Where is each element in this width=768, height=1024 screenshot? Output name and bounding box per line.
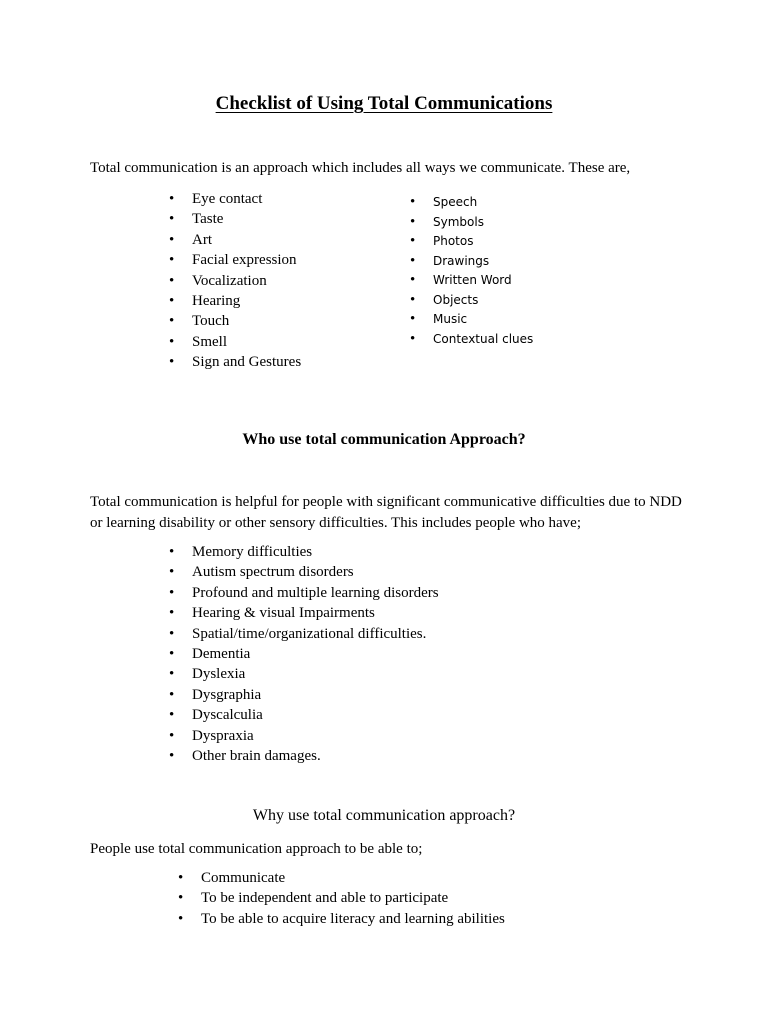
- list-item-text: Hearing: [192, 293, 241, 310]
- list-item-text: To be independent and able to participate: [201, 890, 449, 907]
- list-item-text: Symbols: [433, 214, 484, 229]
- list-item-text: Objects: [433, 292, 479, 307]
- intro-paragraph: Total communication is an approach which includes all ways we communicate. These are,: [90, 160, 631, 176]
- bullet-icon: •: [169, 584, 175, 601]
- bullet-icon: •: [169, 666, 175, 683]
- list-item-text: Spatial/time/organizational difficulties.: [192, 625, 427, 642]
- list-item: [410, 330, 533, 350]
- list-item-text: Dyspraxia: [192, 727, 254, 744]
- list-item: [169, 189, 301, 209]
- bullet-icon: •: [169, 646, 175, 663]
- bullet-icon: •: [169, 748, 175, 765]
- list-item-text: Written Word: [433, 273, 512, 287]
- list-item: [169, 664, 439, 684]
- list-item: [410, 291, 533, 311]
- bullet-icon: •: [169, 707, 175, 724]
- bullet-icon: •: [169, 544, 175, 560]
- list-item-text: Communicate: [201, 870, 286, 886]
- list-item: [169, 291, 301, 311]
- list-item: [169, 583, 439, 603]
- list-item: [169, 726, 439, 746]
- list-item: [169, 209, 301, 229]
- list-item: [410, 232, 533, 252]
- bullet-icon: •: [169, 191, 175, 207]
- list-item: [410, 213, 533, 233]
- page-title: Checklist of Using Total Communications: [215, 93, 553, 114]
- bullet-icon: •: [410, 330, 416, 347]
- bullet-icon: •: [410, 311, 416, 327]
- bullet-icon: •: [169, 605, 175, 622]
- list-item: [169, 746, 439, 766]
- bullet-icon: •: [169, 313, 175, 330]
- list-item: [410, 310, 533, 330]
- list-item: [410, 193, 533, 213]
- list-item: [169, 311, 301, 331]
- list-item: [178, 909, 505, 929]
- why-list: [178, 868, 505, 929]
- bullet-icon: •: [169, 625, 175, 642]
- list-item-text: Other brain damages.: [192, 748, 321, 765]
- list-item-text: Hearing & visual Impairments: [192, 605, 375, 622]
- why-paragraph: People use total communication approach to be able to;: [90, 841, 423, 857]
- list-item: [410, 252, 533, 272]
- bullet-icon: •: [169, 564, 175, 581]
- list-item-text: Dementia: [192, 646, 251, 663]
- list-item: [169, 271, 301, 291]
- list-item-text: Dyslexia: [192, 666, 246, 683]
- list-item-text: Smell: [192, 333, 228, 350]
- why-heading: Why use total communication approach?: [252, 807, 516, 824]
- bullet-icon: •: [410, 272, 416, 288]
- list-item: [169, 705, 439, 725]
- bullet-icon: •: [169, 727, 175, 744]
- bullet-icon: •: [169, 333, 175, 350]
- who-paragraph: Total communication is helpful for people with significant communicative difficulties due to NDD or learning disability or other sensory difficulties. This includes people who have;: [90, 494, 682, 531]
- list-item: [169, 332, 301, 352]
- bullet-icon: •: [169, 211, 175, 228]
- ways-list-right: [410, 193, 533, 349]
- bullet-icon: •: [178, 910, 184, 927]
- list-item: [169, 352, 301, 372]
- bullet-icon: •: [410, 194, 416, 210]
- bullet-icon: •: [178, 870, 184, 886]
- list-item: [169, 250, 301, 270]
- list-item-text: Music: [433, 312, 468, 326]
- list-item-text: Speech: [433, 195, 478, 209]
- list-item-text: Photos: [433, 234, 474, 248]
- ways-list-left: [169, 189, 301, 373]
- bullet-icon: •: [410, 233, 416, 249]
- bullet-icon: •: [169, 272, 175, 289]
- list-item: [169, 644, 439, 664]
- list-item: [169, 685, 439, 705]
- list-item-text: Taste: [192, 211, 224, 228]
- bullet-icon: •: [169, 686, 175, 703]
- list-item: [169, 542, 439, 562]
- list-item-text: Touch: [192, 313, 230, 330]
- bullet-icon: •: [178, 890, 184, 907]
- bullet-icon: •: [169, 354, 175, 371]
- bullet-icon: •: [169, 252, 175, 269]
- bullet-icon: •: [410, 252, 416, 269]
- list-item: [169, 230, 301, 250]
- who-list: [169, 542, 439, 766]
- list-item-text: Profound and multiple learning disorders: [192, 584, 439, 601]
- list-item-text: To be able to acquire literacy and learning abilities: [201, 910, 505, 927]
- list-item-text: Eye contact: [192, 191, 263, 207]
- list-item: [169, 562, 439, 582]
- bullet-icon: •: [169, 231, 175, 248]
- list-item-text: Vocalization: [192, 272, 267, 289]
- list-item-text: Facial expression: [192, 252, 297, 269]
- bullet-icon: •: [169, 293, 175, 310]
- list-item-text: Dysgraphia: [192, 686, 262, 703]
- list-item-text: Memory difficulties: [192, 544, 313, 560]
- list-item-text: Contextual clues: [433, 331, 534, 346]
- list-item: [169, 603, 439, 623]
- list-item: [169, 624, 439, 644]
- who-heading: Who use total communication Approach?: [242, 431, 526, 448]
- list-item-text: Drawings: [433, 253, 490, 268]
- bullet-icon: •: [410, 291, 416, 308]
- list-item-text: Dyscalculia: [192, 707, 263, 724]
- list-item-text: Autism spectrum disorders: [192, 564, 354, 581]
- list-item: [178, 868, 505, 888]
- list-item-text: Art: [192, 231, 212, 248]
- list-item: [178, 888, 505, 908]
- bullet-icon: •: [410, 213, 416, 230]
- list-item-text: Sign and Gestures: [192, 354, 302, 371]
- list-item: [410, 271, 533, 291]
